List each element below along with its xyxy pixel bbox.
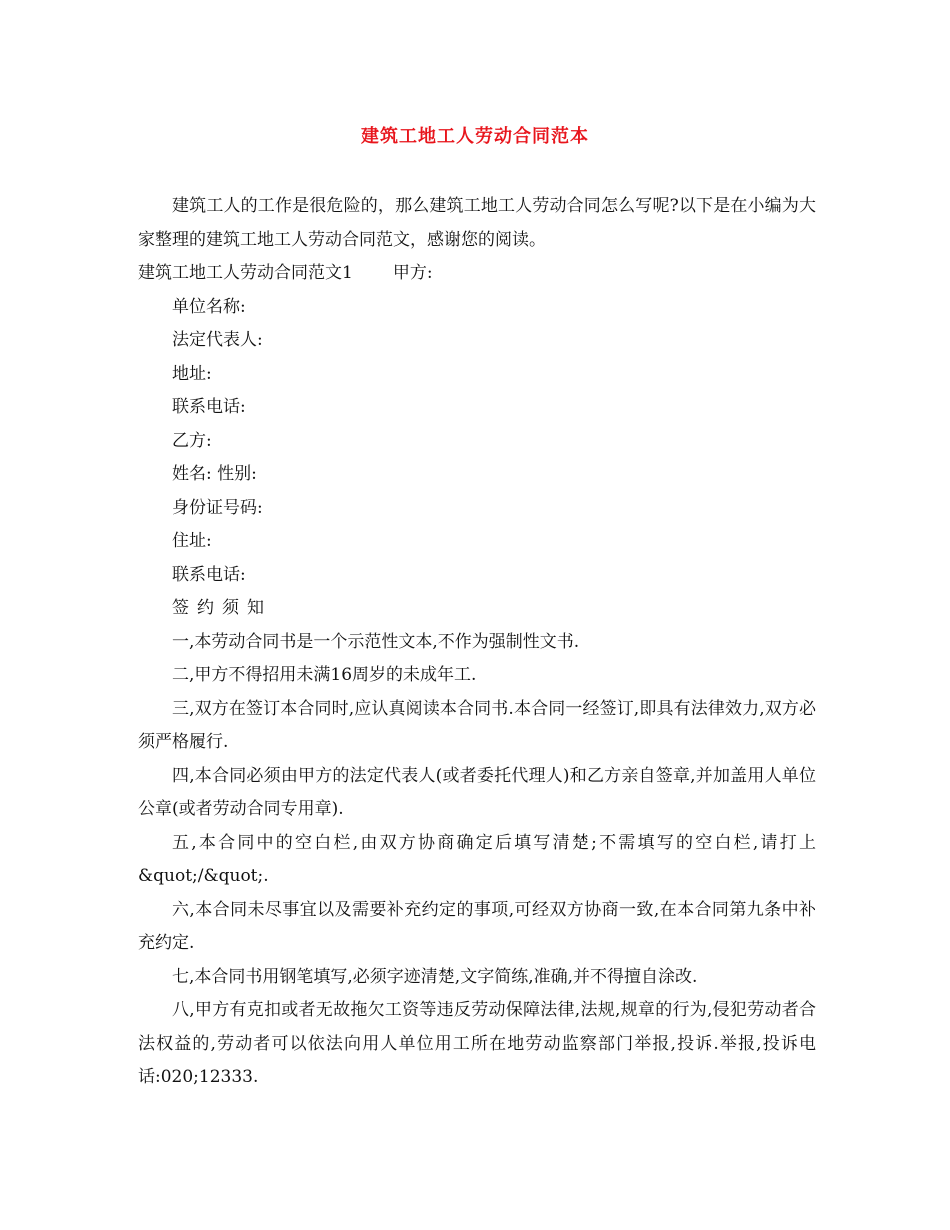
- party-b-phone: 联系电话:: [172, 564, 246, 585]
- party-b-name-gender: 姓名: 性别:: [172, 464, 257, 484]
- notice-item: 四,本合同必须由甲方的法定代表人(或者委托代理人)和乙方亲自签章,并加盖用人单位公章(或者劳动合同专用章).: [138, 765, 816, 819]
- intro-paragraph: 建筑工人的工作是很危险的，那么建筑工地工人劳动合同怎么写呢?以下是在小编为大家整理的建筑工地工人劳动合同范文，感谢您的阅读。: [138, 196, 816, 250]
- document-body: [138, 190, 816, 1095]
- party-a-address: 地址:: [172, 363, 212, 384]
- notice-item: 七,本合同书用钢笔填写,必须字迹清楚,文字简练,准确,并不得擅自涂改.: [172, 966, 698, 987]
- notice-heading: 签约须知: [172, 598, 272, 618]
- party-b-address: 住址:: [172, 531, 212, 551]
- party-a-legal-representative: 法定代表人:: [172, 330, 263, 350]
- notice-item: 五,本合同中的空白栏,由双方协商确定后填写清楚;不需填写的空白栏,请打上&quot;/&quot;.: [138, 832, 816, 886]
- party-b-label: 乙方:: [172, 430, 212, 451]
- notice-item: 一,本劳动合同书是一个示范性文本,不作为强制性文书.: [172, 631, 580, 652]
- party-a-label: 甲方:: [392, 263, 433, 283]
- section-heading-line: [138, 257, 816, 291]
- party-a-unit-name: 单位名称:: [172, 296, 246, 317]
- notice-item: 六,本合同未尽事宜以及需要补充约定的事项,可经双方协商一致,在本合同第九条中补充约定.: [138, 899, 816, 953]
- notice-item: 三,双方在签订本合同时,应认真阅读本合同书.本合同一经签订,即具有法律效力,双方必须严格履行.: [138, 698, 816, 752]
- section-heading: 建筑工地工人劳动合同范文1: [138, 263, 353, 283]
- party-b-id-number: 身份证号码:: [172, 497, 263, 518]
- party-a-phone: 联系电话:: [172, 397, 246, 417]
- notice-item: 二,甲方不得招用未满16周岁的未成年工.: [172, 665, 477, 685]
- document-title: 建筑工地工人劳动合同范本: [361, 126, 589, 147]
- notice-item: 八,甲方有克扣或者无故拖欠工资等违反劳动保障法律,法规,规章的行为,侵犯劳动者合法权益的,劳动者可以依法向用人单位用工所在地劳动监察部门举报,投诉.举报,投诉电话:020;12333.: [138, 1000, 816, 1087]
